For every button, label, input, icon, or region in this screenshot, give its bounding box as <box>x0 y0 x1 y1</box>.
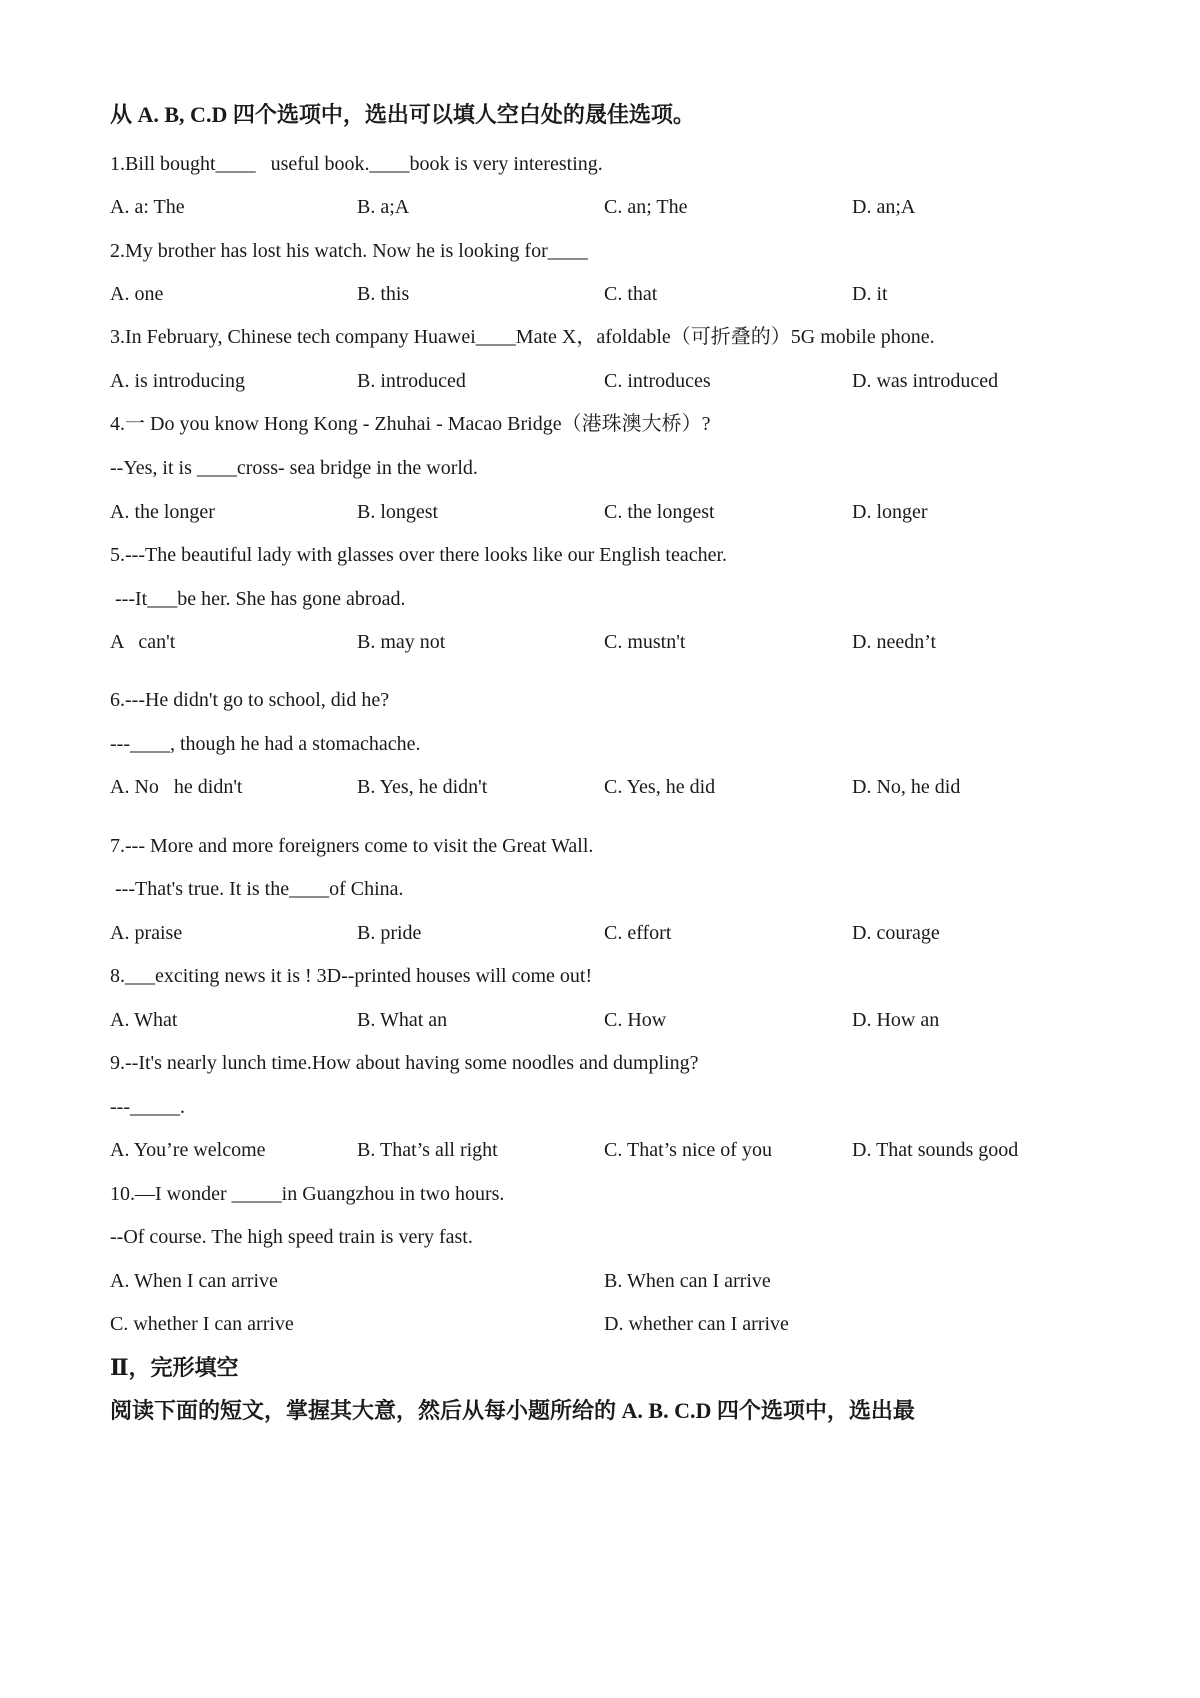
q1-option-b: B. a;A <box>357 196 410 218</box>
q4-stem-line1: 4.一 Do you know Hong Kong - Zhuhai - Macao Bridge（港珠澳大桥）? <box>110 413 711 435</box>
q6-stem-line1: 6.---He didn't go to school, did he? <box>110 689 390 711</box>
q5-option-a: A can't <box>110 631 176 653</box>
q5-stem-line1: 5.---The beautiful lady with glasses over there looks like our English teacher. <box>110 544 728 566</box>
q4-option-a: A. the longer <box>110 501 215 523</box>
q3-option-b: B. introduced <box>357 370 466 392</box>
q10-option-d: D. whether can I arrive <box>604 1313 789 1335</box>
q1-option-d: D. an;A <box>852 196 916 218</box>
section2-title: Ⅱ，完形填空 <box>110 1355 239 1380</box>
q1-option-a: A. a: The <box>110 196 185 218</box>
q2-option-b: B. this <box>357 283 410 305</box>
q4-option-d: D. longer <box>852 501 928 523</box>
q3-option-d: D. was introduced <box>852 370 999 392</box>
q6-stem-line2: ---____, though he had a stomachache. <box>110 733 421 755</box>
q8-stem: 8.___exciting news it is ! 3D--printed houses will come out! <box>110 965 593 987</box>
q5-option-d: D. needn’t <box>852 631 937 653</box>
q6-option-d: D. No, he did <box>852 776 961 798</box>
q7-option-a: A. praise <box>110 922 183 944</box>
q10-option-b: B. When can I arrive <box>604 1270 771 1292</box>
q1-option-c: C. an; The <box>604 196 688 218</box>
q4-stem-line2: --Yes, it is ____cross- sea bridge in the world. <box>110 457 478 479</box>
q5-option-b: B. may not <box>357 631 446 653</box>
q4-option-c: C. the longest <box>604 501 715 523</box>
q10-stem-line2: --Of course. The high speed train is very fast. <box>110 1226 473 1248</box>
q6-option-a: A. No he didn't <box>110 776 243 798</box>
q9-stem-line1: 9.--It's nearly lunch time.How about having some noodles and dumpling? <box>110 1052 699 1074</box>
q3-option-a: A. is introducing <box>110 370 245 392</box>
q9-option-b: B. That’s all right <box>357 1139 498 1161</box>
q3-option-c: C. introduces <box>604 370 711 392</box>
q9-option-c: C. That’s nice of you <box>604 1139 772 1161</box>
section2-instruction: 阅读下面的短文，掌握其大意，然后从每小题所给的 A. B. C.D 四个选项中，选出最 <box>110 1398 915 1423</box>
q7-option-c: C. effort <box>604 922 672 944</box>
q10-stem-line1: 10.—I wonder _____in Guangzhou in two hours. <box>110 1183 505 1205</box>
q1-stem: 1.Bill bought____ useful book.____book is very interesting. <box>110 153 603 175</box>
q5-stem-line2: ---It___be her. She has gone abroad. <box>110 588 406 610</box>
q7-stem-line1: 7.--- More and more foreigners come to visit the Great Wall. <box>110 835 594 857</box>
q8-option-c: C. How <box>604 1009 667 1031</box>
q3-stem: 3.In February, Chinese tech company Huawei____Mate X，afoldable（可折叠的）5G mobile phone. <box>110 326 935 348</box>
q2-option-a: A. one <box>110 283 164 305</box>
q6-option-b: B. Yes, he didn't <box>357 776 488 798</box>
q7-option-b: B. pride <box>357 922 422 944</box>
q2-option-d: D. it <box>852 283 888 305</box>
q10-option-c: C. whether I can arrive <box>110 1313 294 1335</box>
q9-option-a: A. You’re welcome <box>110 1139 266 1161</box>
q9-stem-line2: ---_____. <box>110 1096 185 1118</box>
q2-option-c: C. that <box>604 283 658 305</box>
q6-option-c: C. Yes, he did <box>604 776 716 798</box>
q4-option-b: B. longest <box>357 501 439 523</box>
q7-option-d: D. courage <box>852 922 940 944</box>
q5-option-c: C. mustn't <box>604 631 686 653</box>
q8-option-d: D. How an <box>852 1009 940 1031</box>
section1-instruction: 从 A. B, C.D 四个选项中，选出可以填人空白处的晟佳选项。 <box>110 102 695 127</box>
q8-option-b: B. What an <box>357 1009 448 1031</box>
q7-stem-line2: ---That's true. It is the____of China. <box>110 878 404 900</box>
q2-stem: 2.My brother has lost his watch. Now he is looking for____ <box>110 240 588 262</box>
q10-option-a: A. When I can arrive <box>110 1270 278 1292</box>
q9-option-d: D. That sounds good <box>852 1139 1019 1161</box>
q8-option-a: A. What <box>110 1009 178 1031</box>
